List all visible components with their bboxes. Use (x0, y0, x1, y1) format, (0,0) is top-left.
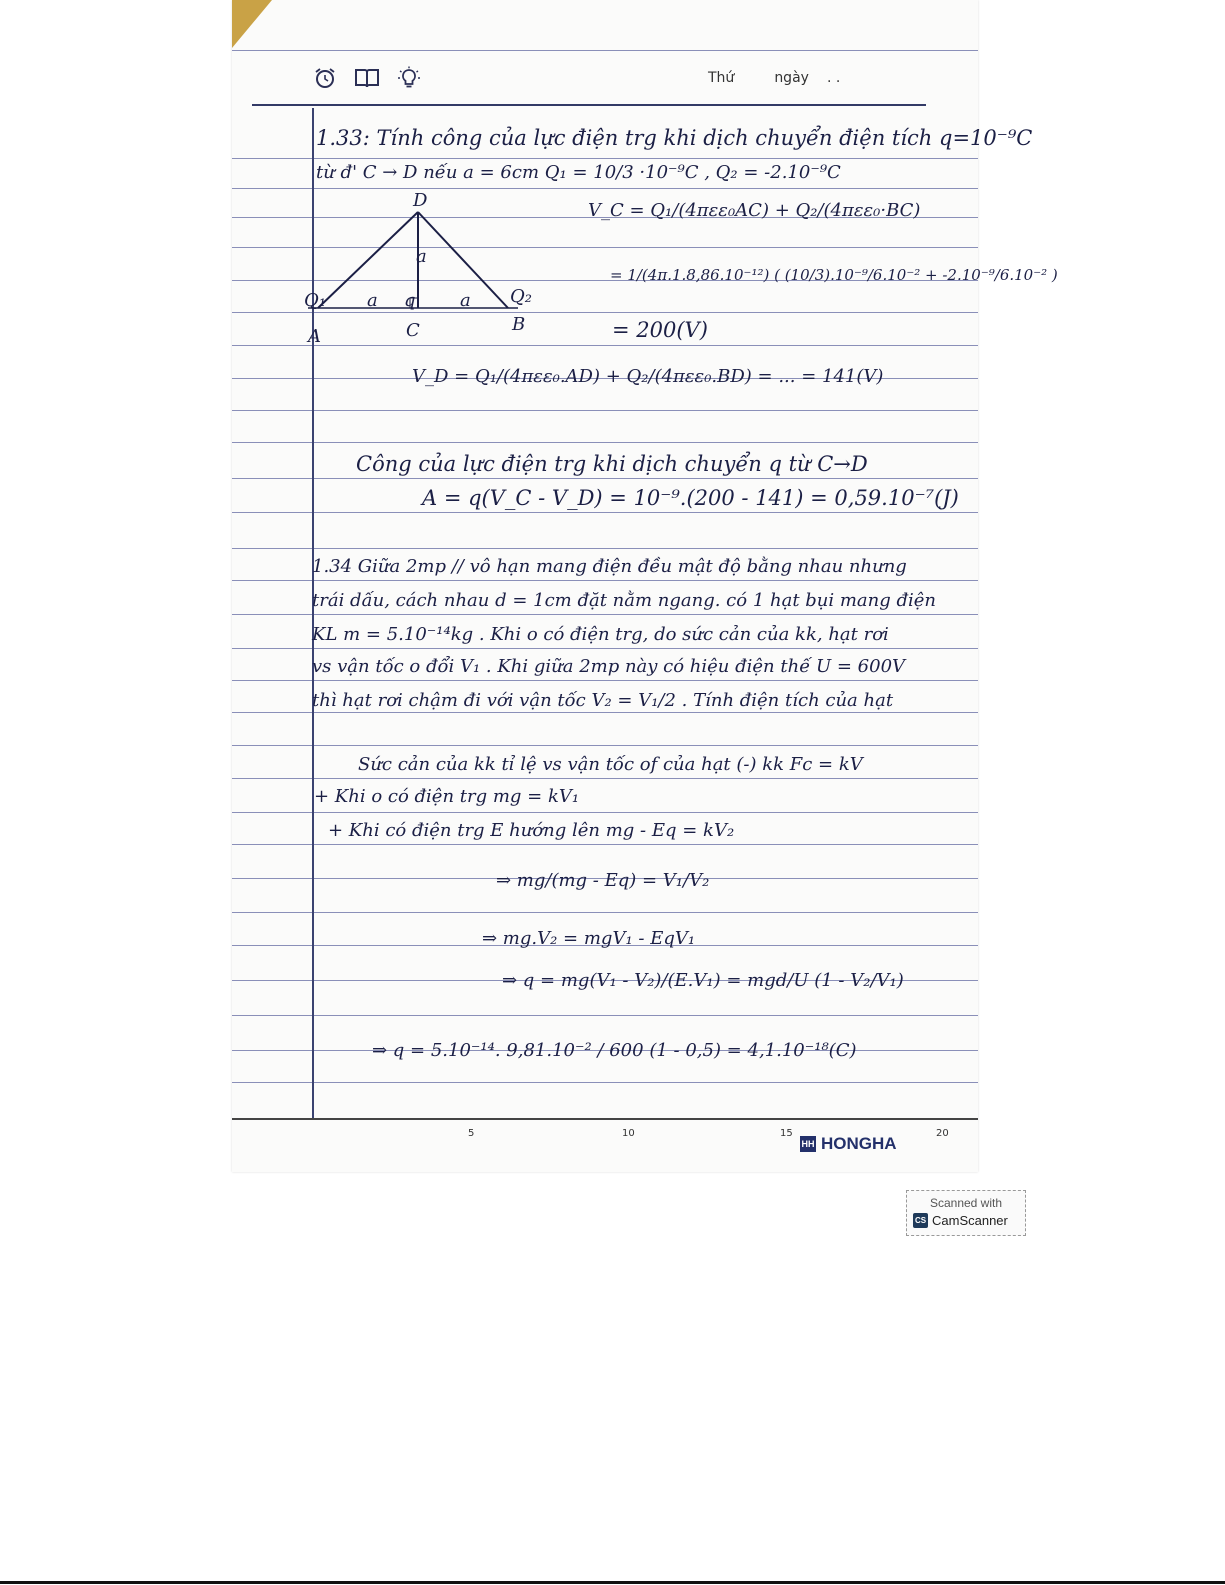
work-formula: A = q(V_C - V_D) = 10⁻⁹.(200 - 141) = 0,59.10⁻⁷(J) (422, 486, 959, 510)
camscanner-caption: Scanned with (929, 1196, 1003, 1210)
diagram-label-q: q (404, 290, 416, 311)
alarm-clock-icon (312, 66, 338, 90)
camscanner-badge (906, 1190, 1026, 1236)
solution-line-1: Sức cản của kk tỉ lệ vs vận tốc of của hạt (-) kk Fc = kV (358, 754, 863, 775)
camscanner-logo-icon: CS (913, 1213, 928, 1228)
problem-134-line-1: 1.34 Giữa 2mp // vô hạn mang điện đều mật độ bằng nhau nhưng (312, 556, 907, 577)
diagram-label-a-right: a (460, 290, 471, 311)
bottom-edge (0, 1581, 1225, 1584)
vc-result: = 200(V) (612, 318, 708, 342)
brand-logo (800, 1134, 897, 1154)
diagram-label-a-left: a (367, 290, 378, 311)
honghà-logo-icon: HH (800, 1136, 816, 1152)
diagram-label-q1: Q₁ (304, 290, 326, 311)
solution-line-2: + Khi o có điện trg mg = kV₁ (314, 786, 580, 807)
solution-line-3: + Khi có điện trg E hướng lên mg - Eq = kV₂ (328, 820, 735, 841)
problem-134-line-5: thì hạt rơi chậm đi với vận tốc V₂ = V₁/2 . Tính điện tích của hạt (312, 690, 894, 711)
work-intro: Công của lực điện trg khi dịch chuyển q từ C→D (356, 452, 868, 476)
problem-134-line-3: KL m = 5.10⁻¹⁴kg . Khi o có điện trg, do sức cản của kk, hạt rơi (312, 624, 889, 645)
ruler-tick-10: 10 (622, 1128, 635, 1139)
vc-formula-line-2: = 1/(4π.1.8,86.10⁻¹²) ( (10/3).10⁻⁹/6.10⁻² + -2.10⁻⁹/6.10⁻² ) (610, 266, 1058, 284)
ruler-bar (232, 1118, 978, 1120)
book-icon (354, 66, 380, 90)
diagram-label-q2: Q₂ (510, 286, 532, 307)
diagram-label-b: B (512, 314, 526, 335)
header-divider (252, 104, 926, 106)
ruler-tick-20: 20 (936, 1128, 949, 1139)
diagram-label-d: D (413, 190, 428, 211)
page-corner (232, 0, 272, 48)
notebook-page (232, 0, 1058, 1172)
diagram-label-c: C (406, 320, 420, 341)
ruler-tick-5: 5 (468, 1128, 475, 1139)
lightbulb-icon (396, 66, 422, 90)
solution-line-5: ⇒ mg.V₂ = mgV₁ - EqV₁ (482, 928, 696, 949)
solution-line-6: ⇒ q = mg(V₁ - V₂)/(E.V₁) = mgd/U (1 - V₂/V₁) (502, 970, 904, 991)
solution-line-4: ⇒ mg/(mg - Eq) = V₁/V₂ (496, 870, 710, 891)
diagram-label-a-point: A (308, 326, 321, 347)
date-area (708, 70, 840, 86)
vc-formula-line-1: V_C = Q₁/(4πεε₀AC) + Q₂/(4πεε₀·BC) (588, 200, 921, 221)
problem-134-line-4: vs vận tốc o đổi V₁ . Khi giữa 2mp này có hiệu điện thế U = 600V (312, 656, 906, 677)
ruler-tick-15: 15 (780, 1128, 793, 1139)
date-dots: . . (826, 70, 841, 86)
header-icons (312, 66, 422, 90)
vd-formula: V_D = Q₁/(4πεε₀.AD) + Q₂/(4πεε₀.BD) = ... = 141(V) (412, 366, 884, 387)
camscanner-name: CamScanner (932, 1213, 1008, 1228)
brand-name: HONGHA (821, 1134, 897, 1153)
solution-line-7: ⇒ q = 5.10⁻¹⁴. 9,81.10⁻² / 600 (1 - 0,5) = 4,1.10⁻¹⁸(C) (372, 1040, 857, 1061)
problem-133-line-2: từ đ' C → D nếu a = 6cm Q₁ = 10/3 ·10⁻⁹C , Q₂ = -2.10⁻⁹C (316, 162, 841, 183)
date-label-ngay: ngày (774, 70, 809, 86)
problem-134-line-2: trái dấu, cách nhau d = 1cm đặt nằm ngang. có 1 hạt bụi mang điện (312, 590, 937, 611)
problem-133-line-1: 1.33: Tính công của lực điện trg khi dịch chuyển điện tích q=10⁻⁹C (316, 126, 1033, 150)
date-label-thu: Thứ (708, 70, 735, 86)
diagram-label-a-vertical: a (416, 246, 427, 267)
